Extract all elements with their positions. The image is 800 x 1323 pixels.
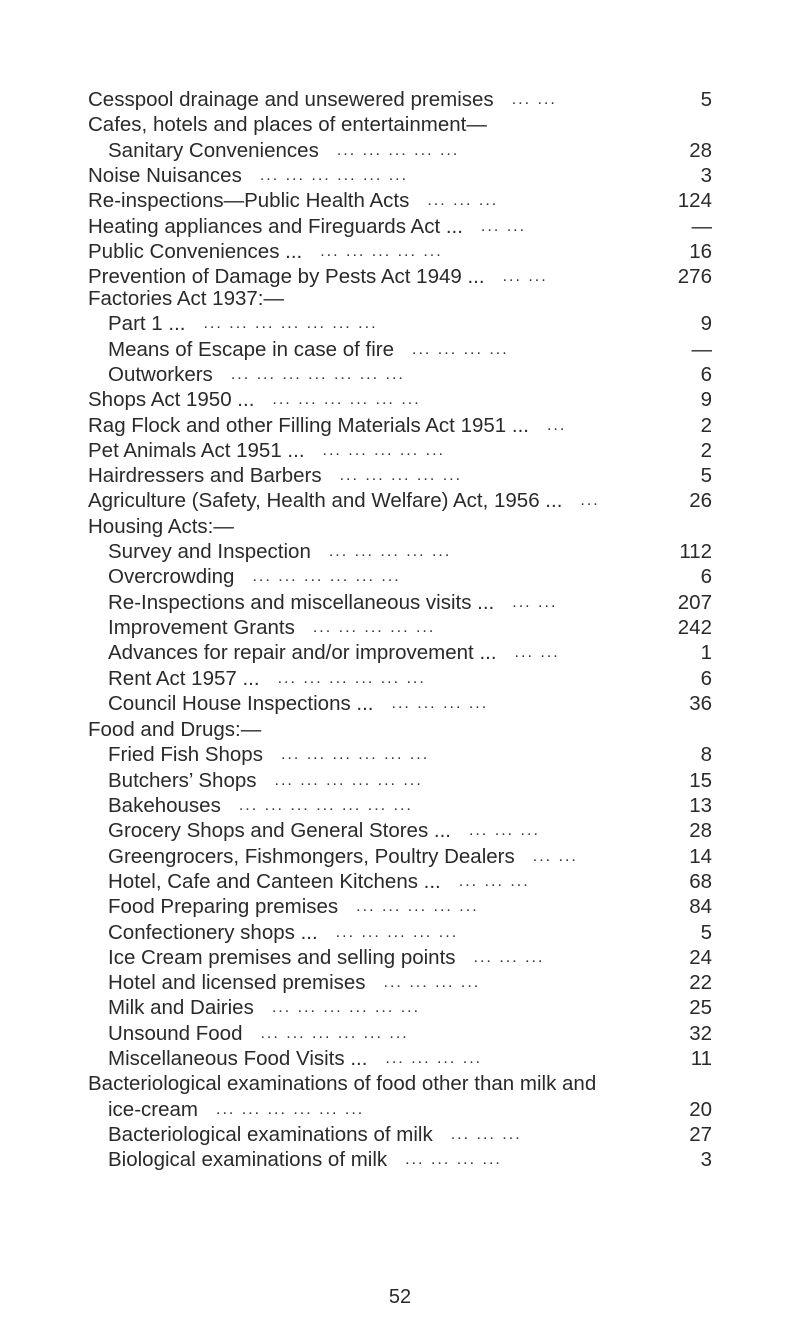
entry-row	[88, 463, 712, 489]
entry-label: Hotel and licensed premises	[108, 971, 366, 995]
entry-value: 6	[700, 362, 712, 386]
entry-label: Bacteriological examinations of milk	[108, 1122, 433, 1146]
entry-label: Public Conveniences ...	[88, 239, 303, 263]
entry-value: 124	[677, 189, 712, 213]
leader-dots: ... ... ... ... ... ...	[260, 1024, 409, 1042]
leader-dots: ... ... ...	[450, 1125, 522, 1143]
entry-value: 112	[679, 540, 712, 563]
leader-dots: ...	[546, 416, 567, 434]
entry-label: Milk and Dairies	[108, 996, 254, 1020]
leader-dots: ... ... ... ... ... ...	[274, 771, 423, 789]
entry-value: 5	[700, 920, 712, 944]
entry-value: 5	[700, 464, 712, 488]
entry-value: 242	[677, 615, 712, 639]
entry-label: Re-Inspections and miscellaneous visits ...	[108, 590, 495, 614]
leader-dots: ... ...	[480, 217, 527, 235]
leader-dots: ... ... ... ... ...	[336, 141, 460, 159]
entry-label: Confectionery shops ...	[108, 920, 318, 944]
entry-label: Shops Act 1950 ...	[88, 388, 255, 412]
entry-value: 25	[689, 996, 712, 1020]
leader-dots: ... ... ... ... ...	[335, 923, 459, 941]
entry-row	[108, 539, 712, 565]
entry-value: 5	[700, 88, 712, 111]
leader-dots: ... ... ... ... ...	[328, 543, 452, 560]
entry-row	[108, 844, 712, 870]
entry-value: 26	[689, 489, 712, 513]
leader-dots: ... ...	[512, 593, 558, 611]
leader-dots: ... ... ...	[427, 192, 499, 210]
entry-label: Bakehouses	[108, 794, 221, 817]
entry-row	[88, 214, 712, 240]
entry-label: Hairdressers and Barbers	[88, 464, 322, 488]
entry-label: Biological examinations of milk	[108, 1148, 388, 1172]
entry-label: Unsound Food	[108, 1021, 243, 1045]
entry-value: 27	[689, 1122, 712, 1146]
entry-label: Miscellaneous Food Visits ...	[108, 1047, 368, 1070]
entry-value: 14	[689, 844, 712, 868]
entry-value: 68	[689, 869, 712, 893]
entry-row	[108, 793, 712, 819]
entry-row	[108, 138, 712, 164]
entry-label: Part 1 ...	[108, 312, 186, 336]
entry-label: Cafes, hotels and places of entertainment—	[88, 113, 487, 137]
leader-dots: ... ... ... ... ... ...	[271, 999, 421, 1017]
entry-label: Prevention of Damage by Pests Act 1949 ...	[88, 265, 485, 289]
entry-row	[88, 112, 712, 138]
entry-row	[108, 818, 712, 844]
entry-row	[108, 742, 712, 768]
entry-value: 276	[677, 265, 712, 289]
entry-row	[108, 640, 712, 666]
entry-label: Outworkers	[108, 362, 213, 386]
entry-value: 1	[700, 641, 712, 665]
entry-value: 11	[690, 1047, 712, 1070]
leader-dots: ... ... ... ...	[405, 1151, 502, 1169]
leader-dots: ... ... ... ... ... ...	[277, 669, 426, 687]
entry-value: 15	[689, 768, 712, 792]
entry-label: Greengrocers, Fishmongers, Poultry Dealers	[108, 844, 515, 868]
entry-value: 6	[700, 666, 712, 690]
entry-label: Hotel, Cafe and Canteen Kitchens ...	[108, 869, 441, 893]
leader-dots: ... ... ...	[473, 948, 545, 966]
entry-row	[108, 894, 712, 920]
entry-row	[88, 163, 712, 189]
leader-dots: ... ... ... ... ... ...	[216, 1100, 365, 1118]
entry-label: Council House Inspections ...	[108, 691, 374, 715]
entry-row	[108, 945, 712, 971]
section-heading: Food and Drugs:—	[88, 718, 262, 742]
entry-row	[108, 564, 712, 590]
entry-value: 36	[689, 691, 712, 715]
entry-label: Cesspool drainage and unsewered premises	[88, 88, 494, 111]
entry-row	[108, 615, 712, 641]
leader-dots: ... ... ... ... ... ...	[252, 568, 401, 586]
entry-label: Pet Animals Act 1951 ...	[88, 438, 305, 462]
entry-value: 84	[689, 895, 712, 919]
leader-dots: ... ... ... ... ... ... ...	[230, 365, 405, 383]
entry-label: Agriculture (Safety, Health and Welfare) Act, 1956 ...	[88, 489, 563, 513]
entry-row	[108, 691, 712, 717]
leader-dots: ... ... ... ...	[383, 974, 481, 992]
entry-label: Ice Cream premises and selling points	[108, 945, 456, 969]
entry-value: 9	[700, 312, 712, 336]
entry-value: 13	[689, 794, 712, 817]
leader-dots: ... ...	[532, 847, 578, 865]
entry-row	[108, 869, 712, 895]
entry-value: 9	[700, 388, 712, 412]
leader-dots: ... ...	[514, 644, 560, 662]
entry-label: Survey and Inspection	[108, 540, 311, 563]
section-heading: Housing Acts:—	[88, 514, 234, 538]
entry-row	[88, 188, 712, 214]
entry-label: Advances for repair and/or improvement ...	[108, 641, 497, 665]
entry-label: Noise Nuisances	[88, 163, 242, 187]
entry-value: 2	[700, 438, 712, 462]
entry-label: Rag Flock and other Filling Materials Act 1951 ...	[88, 413, 529, 437]
leader-dots: ... ... ... ... ... ...	[280, 746, 430, 764]
leader-dots: ... ... ... ...	[412, 340, 509, 358]
entry-row	[88, 413, 712, 439]
entry-row	[108, 362, 712, 388]
entry-label: Improvement Grants	[108, 615, 295, 639]
leader-dots: ... ... ... ... ...	[339, 467, 463, 485]
entry-row	[108, 590, 712, 616]
entry-value: 22	[689, 971, 712, 995]
entry-row	[88, 488, 712, 514]
leader-dots: ... ... ... ... ...	[356, 898, 479, 916]
entry-row	[108, 995, 712, 1021]
entry-value: 3	[700, 1148, 712, 1172]
entry-row	[108, 920, 712, 946]
entry-row	[108, 1122, 712, 1148]
entry-label: Rent Act 1957 ...	[108, 666, 260, 690]
entry-value: 8	[700, 743, 712, 767]
entry-row	[108, 970, 712, 996]
leader-dots: ... ...	[502, 268, 548, 286]
leader-dots: ... ... ... ... ... ...	[259, 166, 409, 184]
entry-value: —	[691, 214, 712, 238]
entry-label: Re-inspections—Public Health Acts	[88, 189, 410, 213]
entry-label: ice-cream	[108, 1097, 198, 1121]
leader-dots: ... ... ... ... ... ... ...	[203, 315, 378, 333]
entry-row	[108, 1097, 712, 1123]
entry-value: 207	[677, 590, 712, 614]
entry-row	[88, 438, 712, 464]
leader-dots: ... ... ... ... ...	[312, 618, 436, 636]
entry-label: Overcrowding	[108, 565, 235, 589]
entry-row	[88, 239, 712, 265]
entry-label: Fried Fish Shops	[108, 743, 263, 767]
entry-row	[88, 87, 712, 113]
leader-dots: ... ... ... ... ...	[322, 441, 445, 459]
entry-row	[88, 387, 712, 413]
entry-label: Food Preparing premises	[108, 895, 339, 919]
entry-label: Butchers’ Shops	[108, 768, 257, 792]
entry-label: Grocery Shops and General Stores ...	[108, 819, 451, 843]
entry-row	[108, 1147, 712, 1173]
leader-dots: ... ... ... ... ... ...	[272, 391, 421, 409]
leader-dots: ... ... ...	[458, 872, 530, 890]
entry-value: 16	[689, 239, 712, 263]
leader-dots: ... ... ... ... ...	[320, 242, 443, 260]
entry-value: 3	[700, 163, 712, 187]
entry-row	[108, 337, 712, 363]
entry-row	[108, 1021, 712, 1047]
entry-row	[108, 666, 712, 692]
entry-label: Bacteriological examinations of food other than milk and	[88, 1072, 597, 1096]
leader-dots: ... ...	[511, 91, 557, 108]
section-heading: Factories Act 1937:—	[88, 287, 284, 310]
entry-row	[88, 1071, 712, 1097]
entry-value: 24	[689, 945, 712, 969]
entry-row	[108, 311, 712, 337]
entry-label: Heating appliances and Fireguards Act ...	[88, 214, 463, 238]
entry-value: 6	[700, 565, 712, 589]
entry-row	[108, 768, 712, 794]
entry-label: Sanitary Conveniences	[108, 138, 319, 162]
leader-dots: ... ... ...	[468, 822, 540, 840]
entry-value: —	[691, 337, 712, 361]
entry-value: 28	[689, 819, 712, 843]
entry-value: 32	[689, 1021, 712, 1045]
entry-value: 28	[689, 138, 712, 162]
page-number: 52	[388, 1286, 412, 1308]
entry-value: 20	[689, 1097, 712, 1121]
entry-value: 2	[700, 413, 712, 437]
entry-row	[108, 1046, 712, 1072]
leader-dots: ... ... ... ...	[385, 1050, 483, 1067]
entry-label: Means of Escape in case of fire	[108, 337, 395, 361]
leader-dots: ... ... ... ... ... ... ...	[238, 797, 413, 814]
leader-dots: ...	[580, 492, 600, 510]
leader-dots: ... ... ... ...	[391, 694, 489, 712]
